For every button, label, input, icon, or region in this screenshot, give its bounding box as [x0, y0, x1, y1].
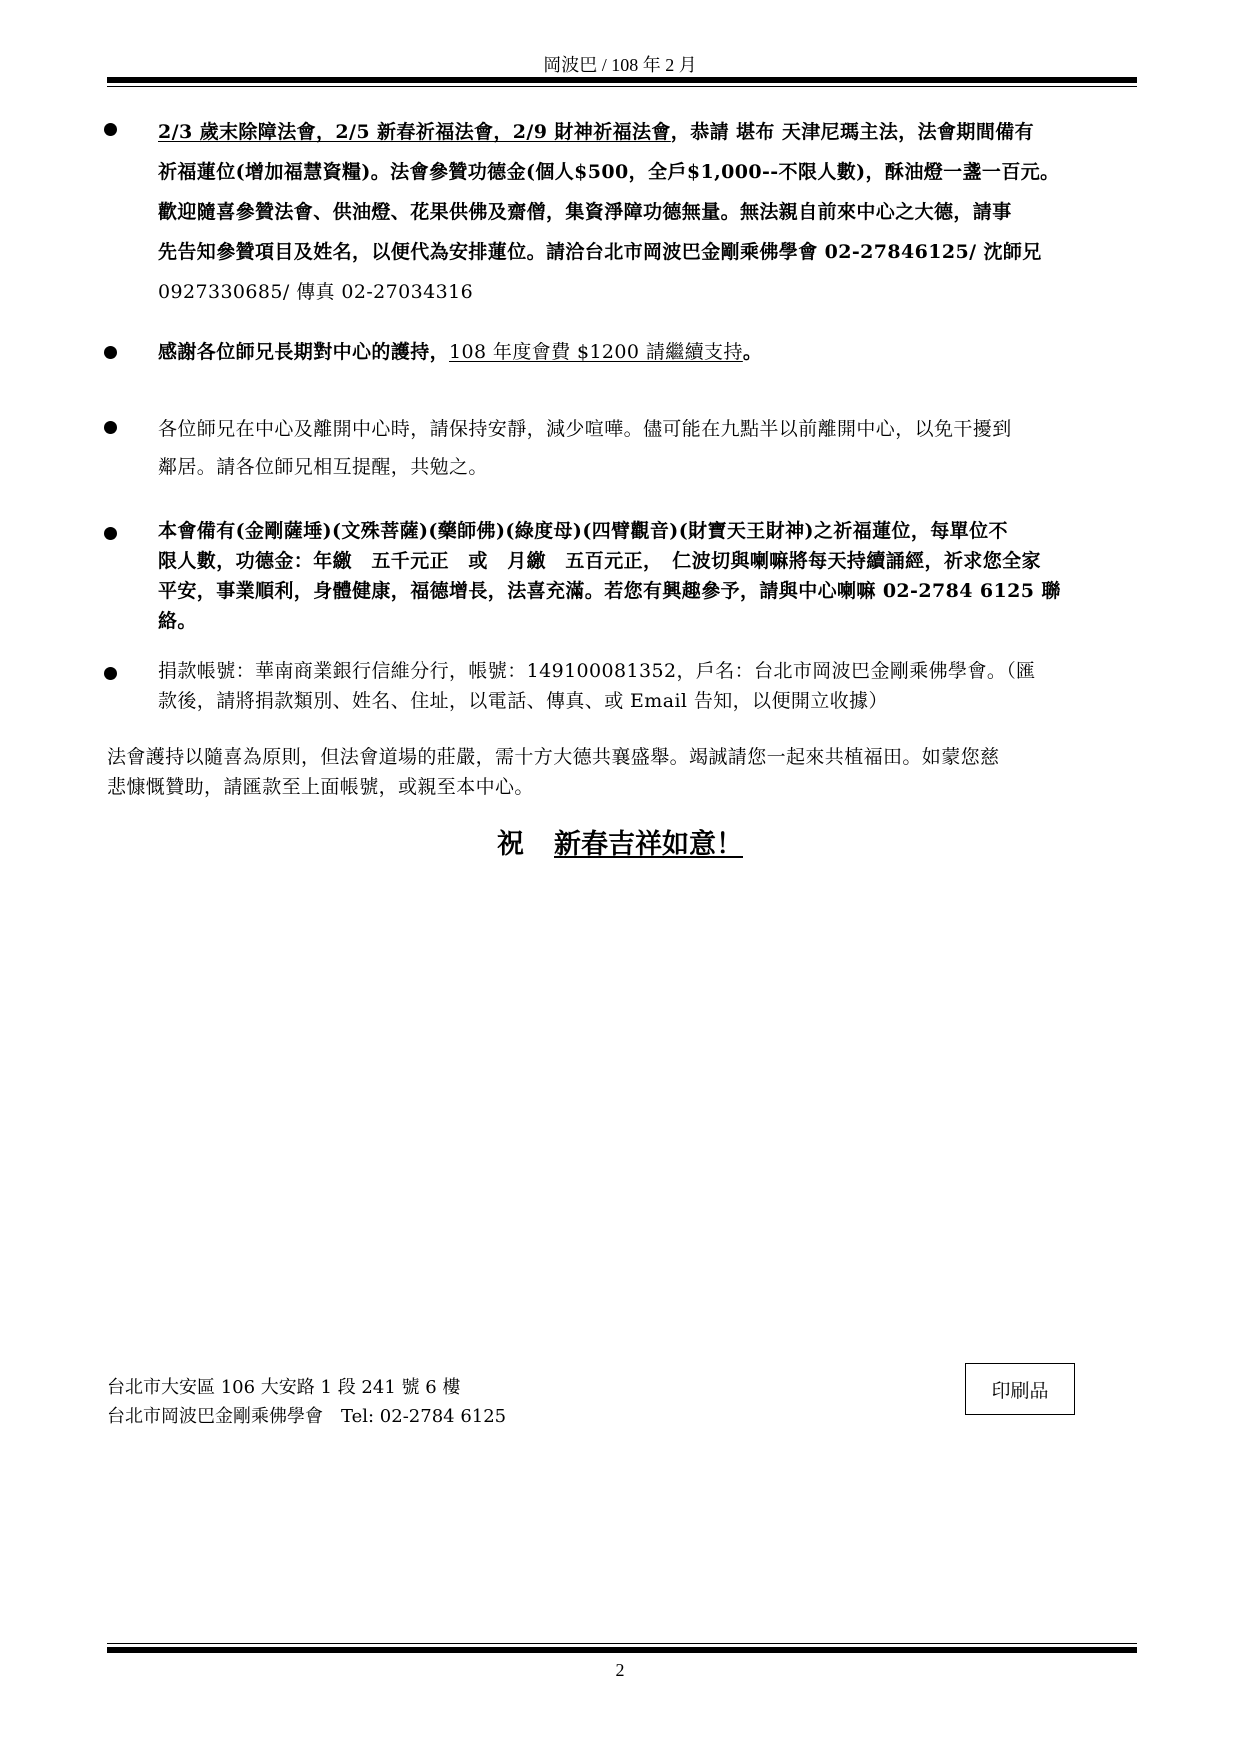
text-line: 平安，事業順利，身體健康，福德增長，法喜充滿。若您有興趣參予，請與中心喇嘛 02-2784 6125 聯 [158, 580, 1061, 602]
header-title: 岡波巴 / 108 年 2 月 [543, 55, 697, 75]
text-line: 款後，請將捐款類別、姓名、住址，以電話、傳真、或 Email 告知，以便開立收據） [158, 690, 888, 712]
text-line: 捐款帳號：華南商業銀行信維分行，帳號：149100081352，戶名：台北市岡波巴金剛乘佛學會。（匯 [158, 660, 1036, 682]
header-rule-thin [107, 86, 1137, 87]
address-line: 台北市岡波巴金剛乘佛學會 Tel: 02-2784 6125 [107, 1406, 507, 1427]
text-line: ，恭請 堪布 天津尼瑪主法，法會期間備有 [670, 121, 1035, 143]
closing-paragraph [107, 742, 1167, 802]
bullet-dot-icon [104, 527, 117, 540]
header-rule-thick [107, 77, 1137, 83]
text-line: 絡。 [158, 610, 197, 632]
text-line: 先告知參贊項目及姓名，以便代為安排蓮位。請洽台北市岡波巴金剛乘佛學會 02-27846125/ 沈師兄 [158, 241, 1042, 263]
bullet-dot-icon [104, 123, 117, 136]
text-line: 鄰居。請各位師兄相互提醒，共勉之。 [158, 456, 488, 478]
new-year-greeting [0, 822, 1240, 861]
text-line: 歡迎隨喜參贊法會、供油燈、花果供佛及齋僧，集資淨障功德無量。無法親自前來中心之大德，請事 [158, 201, 1012, 223]
bullet-dot-icon [104, 667, 117, 680]
greeting-word: 祝 [497, 829, 524, 860]
text-line: 0927330685/ 傳真 02-27034316 [158, 281, 474, 303]
text-line: 祈福蓮位(增加福慧資糧)。法會參贊功德金(個人$500，全戶$1,000--不限人數)，酥油燈一盞一百元。 [158, 161, 1060, 183]
assembly-dates: 2/3 歲末除障法會，2/5 新春祈福法會，2/9 財神祈福法會 [158, 121, 671, 143]
membership-fee: 108 年度會費 $1200 請繼續支持 [449, 341, 743, 363]
mailing-address [107, 1373, 506, 1431]
list-item-text [158, 112, 1164, 312]
bullet-dot-icon [104, 421, 117, 434]
text-line: 本會備有(金剛薩埵)(文殊菩薩)(藥師佛)(綠度母)(四臂觀音)(財寶天王財神)之祈福蓮位，每單位不 [158, 520, 1008, 542]
list-item-text [158, 410, 1164, 486]
text-line: 。 [742, 341, 763, 363]
greeting-phrase: 新春吉祥如意！ [554, 829, 743, 860]
footer-rule-thin [107, 1643, 1137, 1644]
bullet-dot-icon [104, 346, 117, 359]
text-line: 限人數，功德金：年繳 五千元正 或 月繳 五百元正， 仁波切與喇嘛將每天持續誦經，祈求您全家 [158, 550, 1041, 572]
address-line: 台北市大安區 106 大安路 1 段 241 號 6 樓 [107, 1377, 461, 1398]
list-item-text [158, 516, 1164, 636]
list-item-text [158, 656, 1164, 716]
list-item-text [158, 335, 1164, 369]
text-line: 法會護持以隨喜為原則，但法會道場的莊嚴，需十方大德共襄盛舉。竭誠請您一起來共植福田。如蒙您慈 [107, 746, 1000, 768]
printed-matter-stamp: 印刷品 [965, 1363, 1075, 1415]
text-line: 感謝各位師兄長期對中心的護持， [158, 341, 450, 363]
text-line: 悲慷慨贊助，請匯款至上面帳號，或親至本中心。 [107, 776, 534, 798]
page-number: 2 [615, 1660, 625, 1680]
footer-rule-thick [107, 1647, 1137, 1653]
text-line: 各位師兄在中心及離開中心時，請保持安靜，減少喧嘩。儘可能在九點半以前離開中心，以免干擾到 [158, 418, 1012, 440]
